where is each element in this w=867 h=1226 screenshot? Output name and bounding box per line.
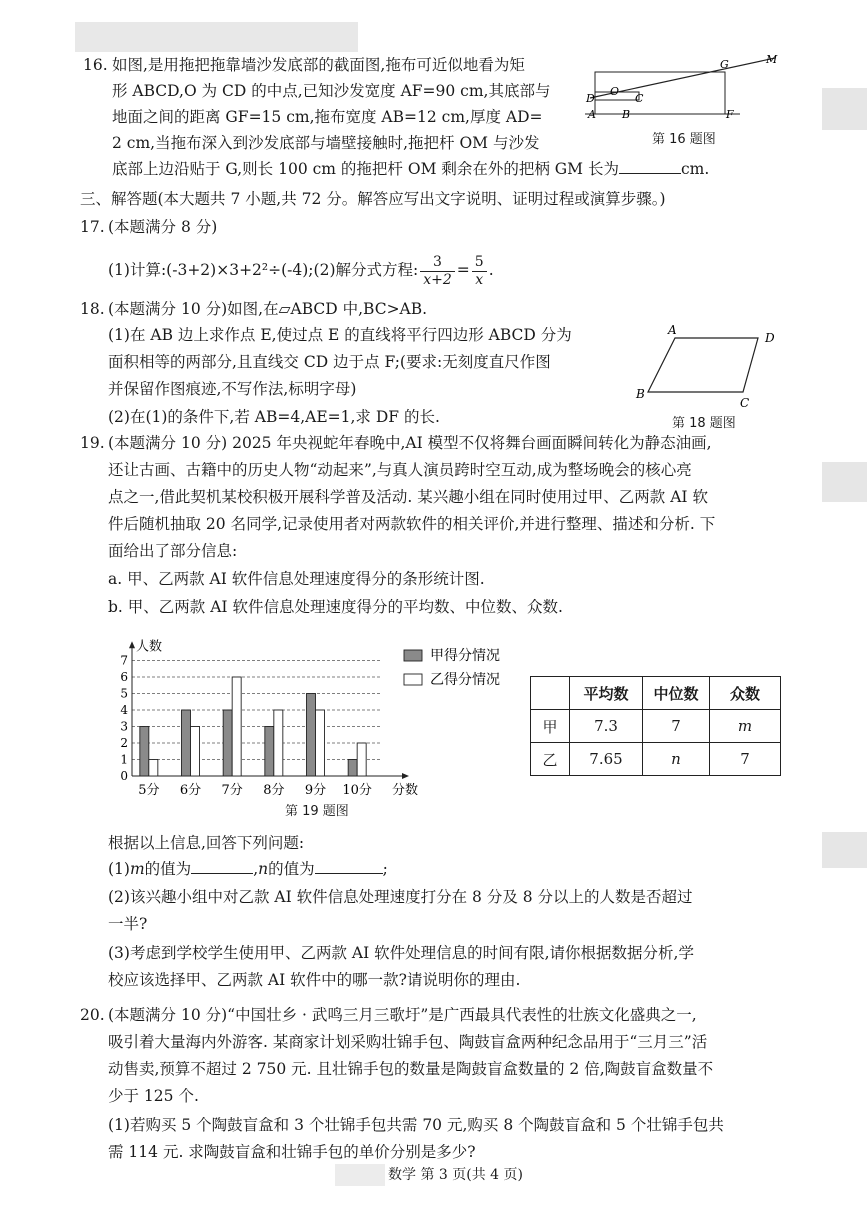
q18-line-1: (本题满分 10 分)如图,在▱ABCD 中,BC>AB. [108,300,428,318]
chart-y-tick-label: 5 [120,686,128,701]
q18-label-D: D [765,331,775,345]
q19-sub-2a: (2)该兴趣小组中对乙款 AI 软件信息处理速度打分在 8 分及 8 分以上的人数是否超过 [108,888,693,906]
chart-legend-label: 乙得分情况 [430,672,500,688]
q16-label-D: D [586,92,595,105]
q19-caption: 第 19 题图 [285,804,349,819]
chart-y-tick-label: 4 [120,703,128,717]
q17-frac2-denominator: x [475,271,484,288]
chart-y-axis-arrow [129,641,135,648]
q16-label-C: C [635,92,644,105]
q19-info-a: a. 甲、乙两款 AI 软件信息处理速度得分的条形统计图. [108,570,485,588]
q19-var-m: m [129,860,145,878]
side-tab-middle [822,462,867,502]
chart-legend-swatch [404,674,422,685]
chart-y-tick-label: 3 [120,719,128,734]
header-blank-box [75,22,358,52]
q19-line-2: 还让古画、古籍中的历史人物“动起来”,与真人演员跨时空互动,成为整场晚会的核心亮 [108,461,692,479]
q17-number: 17. [80,218,105,236]
chart-bar [232,677,241,776]
q16-line-1: 如图,是用拖把拖靠墙沙发底部的截面图,拖布可近似地看为矩 [112,56,525,74]
chart-x-tick-label: 7分 [221,783,243,798]
q17-period: . [488,261,494,279]
q17-fraction-left [420,254,455,289]
q19-table-header-row [531,677,781,710]
q19-sub1-text-1: 的值为 [144,860,192,878]
q19-cell: 7 [643,710,710,743]
q16-line-5-text: 底部上边沿贴于 G,则长 100 cm 的拖把杆 OM 剩余在外的把柄 GM 长为 [112,160,619,178]
chart-y-tick-label: 2 [120,736,128,750]
q16-line-5 [112,156,709,182]
chart-bar [307,694,316,777]
q16-caption: 第 16 题图 [652,132,716,147]
q19-var-n: n [258,860,269,878]
q16-label-M: M [766,53,778,66]
chart-y-tick-label: 1 [120,752,128,767]
chart-y-tick-label: 7 [120,653,128,668]
q19-cell: n [643,743,710,776]
q16-line-3: 地面之间的距离 GF=15 cm,拖布宽度 AB=12 cm,厚度 AD= [112,108,543,126]
side-tab-top [822,88,867,130]
q18-line-2: (1)在 AB 边上求作点 E,使过点 E 的直线将平行四边形 ABCD 分为 [108,326,572,344]
q16-label-G: G [720,58,729,71]
chart-bar [348,760,357,777]
chart-bar [149,760,158,777]
q18-number: 18. [80,300,105,318]
q20-line-1: (本题满分 10 分)“中国壮乡 · 武鸣三月三歌圩”是广西最具代表性的壮族文化盛典之一, [108,1006,697,1024]
q19-sub-3b: 校应该选择甲、乙两款 AI 软件中的哪一款?请说明你的理由. [108,971,521,989]
q16-label-B: B [622,108,631,121]
q16-answer-blank[interactable] [619,157,681,174]
q19-row-label: 甲 [531,710,570,743]
chart-bar [223,710,232,776]
q17-frac2-numerator: 5 [472,254,487,272]
q19-line-1: (本题满分 10 分) 2025 年央视蛇年春晚中,AI 模型不仅将舞台画面瞬间转化为静态油画, [108,434,712,452]
q19-sub-3a: (3)考虑到学校学生使用甲、乙两款 AI 软件处理信息的时间有限,请你根据数据分析,学 [108,944,694,962]
q18-label-A: A [668,323,677,337]
q18-line-3: 面积相等的两部分,且直线交 CD 边于点 F;(要求:无刻度直尺作图 [108,353,551,371]
chart-legend-swatch [404,650,422,661]
q19-line-4: 件后随机抽取 20 名同学,记录使用者对两款软件的相关评价,并进行整理、描述和分析. 下 [108,515,716,533]
q17-frac1-denominator: x+2 [423,271,452,288]
q19-line-5: 面给出了部分信息: [108,542,238,560]
q19-th-mode: 众数 [710,677,781,710]
q17-equals: = [456,261,470,279]
q17-fraction-right [472,254,487,289]
chart-y-tick-label: 0 [120,769,128,783]
q16-unit: cm. [680,160,710,178]
q19-m-blank[interactable] [191,857,253,874]
q19-bar-chart [112,620,522,800]
q19-stats-table [530,676,781,776]
q18-parallelogram [648,338,758,392]
q19-cell: 7 [710,743,781,776]
chart-bar [191,727,200,777]
q19-table-row-jia [531,710,781,743]
q19-th-blank [531,677,570,710]
q20-line-2: 吸引着大量海内外游客. 某商家计划采购壮锦手包、陶鼓盲盒两种纪念品用于“三月三”活 [108,1033,708,1051]
chart-x-tick-label: 5分 [138,783,160,798]
q19-sub1-text-2: 的值为 [268,860,315,878]
q19-row-label: 乙 [531,743,570,776]
side-tab-bottom [822,832,867,868]
q17-text: (1)计算:(-3+2)×3+2²÷(-4);(2)解分式方程: [108,261,419,279]
q16-figure [580,50,790,130]
q19-info-b: b. 甲、乙两款 AI 软件信息处理速度得分的平均数、中位数、众数. [108,598,563,616]
chart-x-tick-label: 8分 [263,783,285,798]
chart-bar [357,743,366,776]
q19-th-mean: 平均数 [570,677,643,710]
q17-head: (本题满分 8 分) [108,218,218,236]
chart-bar [316,710,325,776]
q19-table-row-yi [531,743,781,776]
q18-label-B: B [636,387,645,401]
footer-blank-box [335,1164,385,1186]
q16-label-A: A [588,108,596,121]
q19-sub1-comma: , [253,860,259,878]
chart-bar [140,727,149,777]
q17-problems [108,252,494,289]
chart-y-axis-title: 人数 [136,639,163,655]
q18-line-5: (2)在(1)的条件下,若 AB=4,AE=1,求 DF 的长. [108,408,440,426]
q19-ask: 根据以上信息,回答下列问题: [108,834,305,852]
q19-sub1-semicolon: ; [382,860,388,878]
chart-bar [182,710,191,776]
q16-number: 16. [83,56,108,74]
section-3-heading: 三、解答题(本大题共 7 小题,共 72 分。解答应写出文字说明、证明过程或演算步骤。) [80,190,666,208]
q19-cell: m [710,710,781,743]
q20-line-6: 需 114 元. 求陶鼓盲盒和壮锦手包的单价分别是多少? [108,1143,476,1161]
q19-sub-2b: 一半? [108,915,148,933]
q16-line-4: 2 cm,当拖布深入到沙发底部与墙壁接触时,拖把杆 OM 与沙发 [112,134,540,152]
q20-number: 20. [80,1006,105,1024]
q20-line-4: 少于 125 个. [108,1087,199,1105]
q20-line-5: (1)若购买 5 个陶鼓盲盒和 3 个壮锦手包共需 70 元,购买 8 个陶鼓盲盒和 5 个壮锦手包共 [108,1116,724,1134]
q19-th-median: 中位数 [643,677,710,710]
q16-label-O: O [610,85,620,98]
q16-label-F: F [726,108,734,121]
q20-line-3: 动售卖,预算不超过 2 750 元. 且壮锦手包的数量是陶鼓盲盒数量的 2 倍,陶鼓盲盒数量不 [108,1060,714,1078]
chart-bar [274,710,283,776]
q19-sub-1 [108,856,388,882]
q19-line-3: 点之一,借此契机某校积极开展科学普及活动. 某兴趣小组在同时使用过甲、乙两款 AI 软 [108,488,708,506]
chart-x-tick-label: 9分 [304,783,327,798]
q19-cell: 7.65 [570,743,643,776]
chart-y-tick-label: 6 [120,670,128,684]
q18-line-4: 并保留作图痕迹,不写作法,标明字母) [108,380,357,398]
q19-n-blank[interactable] [315,857,383,874]
q19-sub1-label: (1) [108,860,130,878]
q16-line-2: 形 ABCD,O 为 CD 的中点,已知沙发宽度 AF=90 cm,其底部与 [112,82,551,100]
chart-x-axis-title: 分数 [392,783,419,798]
chart-x-tick-label: 10分 [342,783,372,798]
q19-cell: 7.3 [570,710,643,743]
q18-caption: 第 18 题图 [672,416,736,431]
page-footer: 数学 第 3 页(共 4 页) [388,1167,523,1183]
q18-label-C: C [740,396,750,410]
chart-x-axis-arrow [402,773,409,779]
chart-bar [265,727,274,777]
q19-number: 19. [80,434,105,452]
chart-x-tick-label: 6分 [179,783,202,798]
q17-frac1-numerator: 3 [420,254,455,272]
q18-figure [630,320,790,412]
chart-legend-label: 甲得分情况 [430,648,500,664]
